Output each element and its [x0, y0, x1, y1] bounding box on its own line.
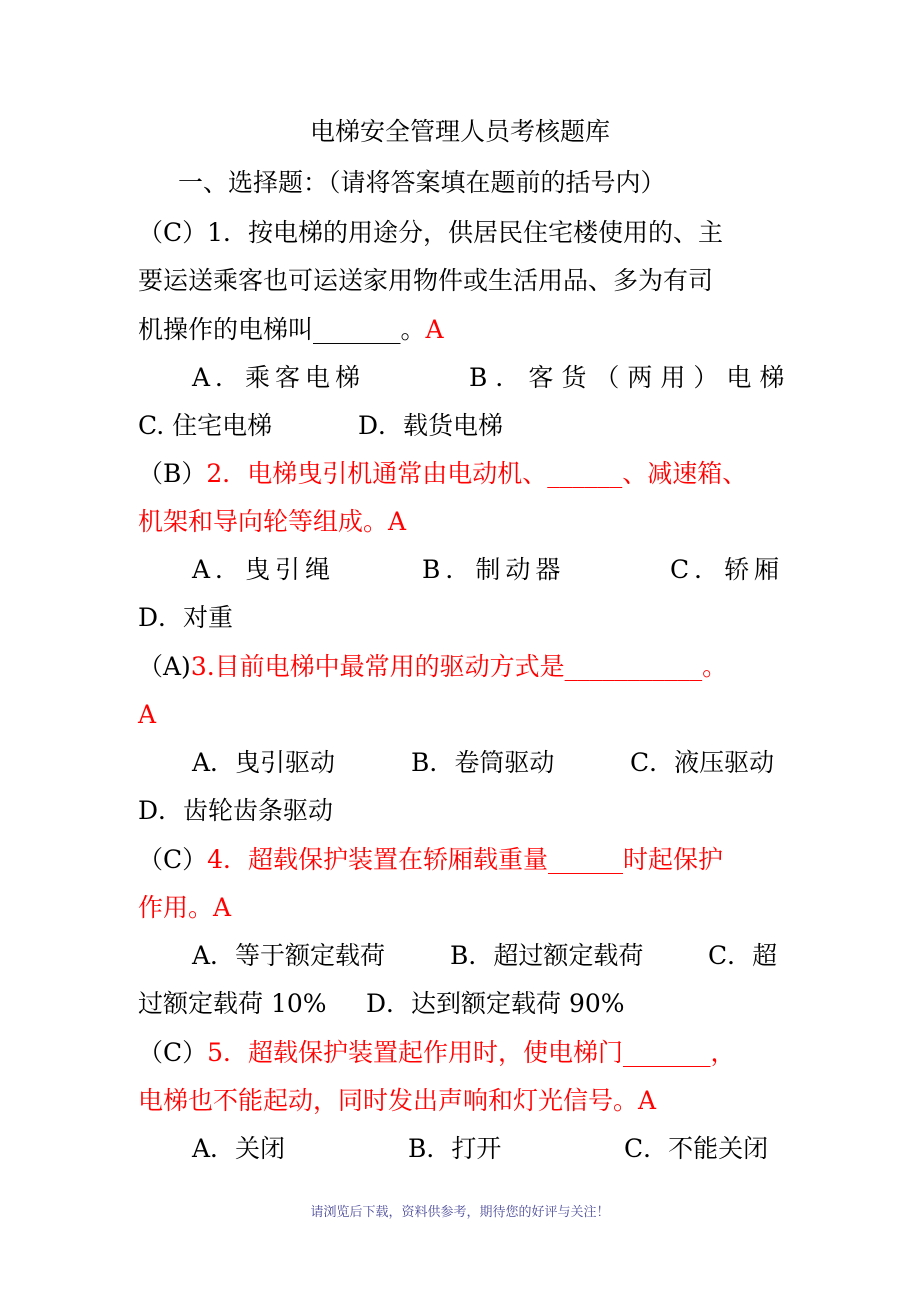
q4-option-c-end: 过额定载荷 10%: [138, 989, 327, 1018]
q1-answer-mark: A: [425, 315, 444, 344]
q5-line-1: [138, 1033, 788, 1073]
q2-option-c: C．轿厢: [670, 555, 785, 584]
q4-stem-1: 4．超载保护装置在轿厢载重量______时起保护: [207, 845, 724, 874]
q4-line-2: 作用。A: [138, 893, 232, 922]
q1-line-3-text: 机操作的电梯叫_______。: [138, 315, 426, 344]
q3-stem-1: 3.目前电梯中最常用的驱动方式是___________。: [190, 652, 728, 681]
q4-option-a: A．等于额定载荷: [192, 941, 386, 970]
q2-prefix: （B）: [138, 459, 207, 488]
q3-option-c: C．液压驱动: [630, 748, 775, 777]
q1-line-1: （C）1．按电梯的用途分，供居民住宅楼使用的、主: [138, 218, 724, 247]
q1-option-d: D．载货电梯: [358, 411, 504, 440]
q5-prefix: （C）: [138, 1038, 208, 1067]
q4-line-1: [138, 840, 788, 880]
section-heading: 一、选择题：（请将答案填在题前的括号内）: [178, 168, 666, 197]
q2-option-b: B．制动器: [422, 555, 566, 584]
q2-line-2: 机架和导向轮等组成。A: [138, 507, 407, 536]
q3-line-1: [138, 647, 788, 687]
q5-line-2: 电梯也不能起动，同时发出声响和灯光信号。A: [138, 1086, 657, 1115]
q5-option-a: A．关闭: [192, 1134, 286, 1163]
q4-prefix: （C）: [138, 845, 208, 874]
q4-option-c-start: C．超: [708, 941, 778, 970]
q2-option-d: D．对重: [138, 603, 234, 632]
q1-line-2: 要运送乘客也可运送家用物件或生活用品、多为有司: [138, 266, 714, 295]
q1-option-b: B．客货（两用）电梯: [469, 363, 793, 392]
q1-option-c: C. 住宅电梯: [138, 411, 273, 440]
q4-option-d: D．达到额定载荷 90%: [366, 989, 625, 1018]
q5-option-b: B．打开: [408, 1134, 502, 1163]
q3-option-a: A．曳引驱动: [192, 748, 336, 777]
q3-prefix: （A): [138, 652, 191, 681]
q5-option-c: C．不能关闭: [624, 1134, 769, 1163]
q3-option-b: B．卷筒驱动: [411, 748, 555, 777]
q1-line-3: [138, 310, 788, 350]
q2-option-a: A．曳引绳: [192, 555, 336, 584]
q2-line-1: [138, 454, 788, 494]
q4-option-b: B．超过额定载荷: [450, 941, 644, 970]
q1-option-a: A．乘客电梯: [192, 363, 366, 392]
q5-stem-1: 5．超载保护装置起作用时，使电梯门_______，: [207, 1038, 736, 1067]
q3-answer-mark: A: [138, 700, 157, 729]
q2-stem-1: 2．电梯曳引机通常由电动机、______、减速箱、: [206, 459, 748, 488]
document-title: 电梯安全管理人员考核题库: [309, 117, 610, 146]
q3-option-d: D．齿轮齿条驱动: [138, 796, 334, 825]
page-footer-note: 请浏览后下载，资料供参考，期待您的好评与关注！: [310, 1205, 610, 1220]
